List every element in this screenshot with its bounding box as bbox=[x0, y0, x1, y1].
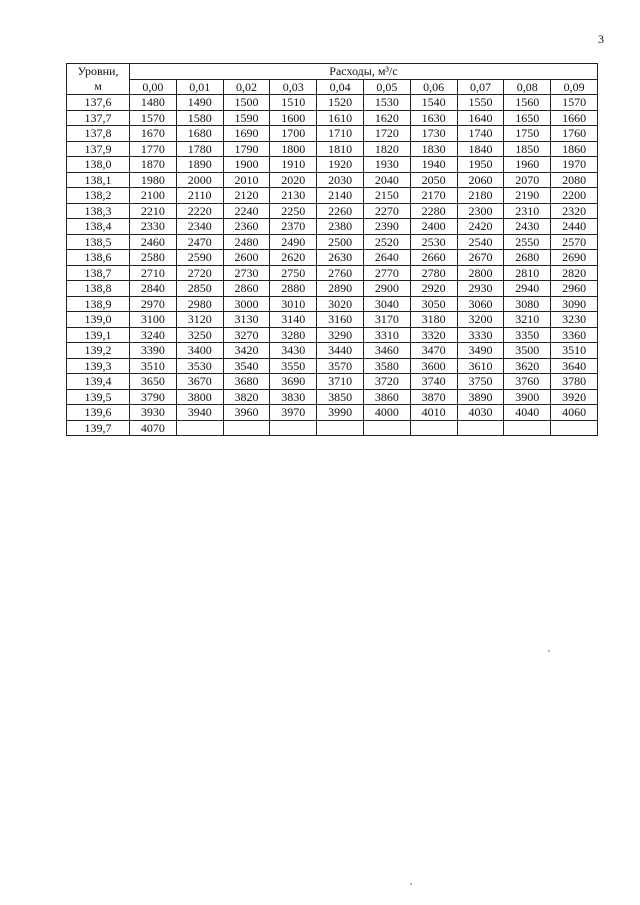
level-cell: 139,6 bbox=[67, 405, 130, 421]
level-cell: 138,1 bbox=[67, 172, 130, 188]
discharge-cell: 1870 bbox=[130, 157, 177, 173]
flow-increment-header: 0,03 bbox=[270, 79, 317, 95]
discharge-cell: 1710 bbox=[317, 126, 364, 142]
discharge-cell: 2710 bbox=[130, 265, 177, 281]
level-cell: 139,1 bbox=[67, 327, 130, 343]
scan-speck bbox=[548, 650, 550, 652]
discharge-cell: 2980 bbox=[176, 296, 223, 312]
discharge-cell: 3250 bbox=[176, 327, 223, 343]
discharge-cell: 2820 bbox=[551, 265, 598, 281]
discharge-cell: 2500 bbox=[317, 234, 364, 250]
flow-increment-header: 0,01 bbox=[176, 79, 223, 95]
discharge-cell: 2720 bbox=[176, 265, 223, 281]
level-cell: 138,7 bbox=[67, 265, 130, 281]
discharge-cell: 3270 bbox=[223, 327, 270, 343]
discharge-cell: 2310 bbox=[504, 203, 551, 219]
discharge-cell: 1610 bbox=[317, 110, 364, 126]
discharge-cell: 1500 bbox=[223, 95, 270, 111]
discharge-cell: 2200 bbox=[551, 188, 598, 204]
discharge-cell: 3970 bbox=[270, 405, 317, 421]
discharge-cell: 3600 bbox=[410, 358, 457, 374]
discharge-cell: 1970 bbox=[551, 157, 598, 173]
level-cell: 139,4 bbox=[67, 374, 130, 390]
discharge-cell: 3120 bbox=[176, 312, 223, 328]
discharge-cell: 3740 bbox=[410, 374, 457, 390]
discharge-cell: 2590 bbox=[176, 250, 223, 266]
discharge-cell: 3990 bbox=[317, 405, 364, 421]
discharge-cell: 3280 bbox=[270, 327, 317, 343]
discharge-cell: 3400 bbox=[176, 343, 223, 359]
discharge-cell: 3620 bbox=[504, 358, 551, 374]
discharge-cell: 1570 bbox=[130, 110, 177, 126]
discharge-cell: 3900 bbox=[504, 389, 551, 405]
flow-column-header: Расходы, м³/с bbox=[130, 64, 598, 80]
discharge-cell: 1590 bbox=[223, 110, 270, 126]
discharge-cell bbox=[363, 420, 410, 436]
discharge-cell: 2600 bbox=[223, 250, 270, 266]
discharge-cell: 2250 bbox=[270, 203, 317, 219]
level-cell: 139,2 bbox=[67, 343, 130, 359]
table-row bbox=[67, 250, 598, 266]
discharge-cell bbox=[457, 420, 504, 436]
discharge-cell: 1660 bbox=[551, 110, 598, 126]
table-row bbox=[67, 219, 598, 235]
table-row bbox=[67, 312, 598, 328]
discharge-cell: 2270 bbox=[363, 203, 410, 219]
discharge-cell: 1780 bbox=[176, 141, 223, 157]
discharge-cell: 3830 bbox=[270, 389, 317, 405]
table-row bbox=[67, 343, 598, 359]
discharge-cell: 4060 bbox=[551, 405, 598, 421]
discharge-cell: 3330 bbox=[457, 327, 504, 343]
discharge-cell: 2680 bbox=[504, 250, 551, 266]
table-row bbox=[67, 126, 598, 142]
discharge-cell: 4000 bbox=[363, 405, 410, 421]
discharge-cell: 3510 bbox=[130, 358, 177, 374]
discharge-cell: 2400 bbox=[410, 219, 457, 235]
discharge-cell: 3170 bbox=[363, 312, 410, 328]
discharge-cell: 1560 bbox=[504, 95, 551, 111]
level-cell: 137,6 bbox=[67, 95, 130, 111]
level-cell: 138,4 bbox=[67, 219, 130, 235]
discharge-cell: 1790 bbox=[223, 141, 270, 157]
discharge-cell bbox=[317, 420, 364, 436]
discharge-cell: 2540 bbox=[457, 234, 504, 250]
discharge-cell: 3720 bbox=[363, 374, 410, 390]
discharge-cell: 2030 bbox=[317, 172, 364, 188]
discharge-cell: 2640 bbox=[363, 250, 410, 266]
discharge-cell: 1720 bbox=[363, 126, 410, 142]
discharge-cell: 2390 bbox=[363, 219, 410, 235]
discharge-cell: 3610 bbox=[457, 358, 504, 374]
discharge-cell: 3460 bbox=[363, 343, 410, 359]
discharge-cell: 3530 bbox=[176, 358, 223, 374]
discharge-cell: 2690 bbox=[551, 250, 598, 266]
level-cell: 138,9 bbox=[67, 296, 130, 312]
discharge-cell: 1670 bbox=[130, 126, 177, 142]
discharge-cell: 1650 bbox=[504, 110, 551, 126]
discharge-cell: 2760 bbox=[317, 265, 364, 281]
discharge-cell: 2120 bbox=[223, 188, 270, 204]
discharge-cell: 2150 bbox=[363, 188, 410, 204]
discharge-cell: 1820 bbox=[363, 141, 410, 157]
discharge-cell: 4040 bbox=[504, 405, 551, 421]
discharge-cell: 3710 bbox=[317, 374, 364, 390]
discharge-cell: 3470 bbox=[410, 343, 457, 359]
discharge-cell: 3360 bbox=[551, 327, 598, 343]
discharge-cell: 1860 bbox=[551, 141, 598, 157]
page-number: 3 bbox=[598, 32, 604, 46]
discharge-cell: 2890 bbox=[317, 281, 364, 297]
discharge-cell bbox=[223, 420, 270, 436]
scan-speck bbox=[410, 883, 412, 885]
level-cell: 139,5 bbox=[67, 389, 130, 405]
discharge-cell: 3000 bbox=[223, 296, 270, 312]
flow-increment-header: 0,06 bbox=[410, 79, 457, 95]
discharge-cell: 2580 bbox=[130, 250, 177, 266]
level-cell: 137,9 bbox=[67, 141, 130, 157]
flow-increment-header: 0,05 bbox=[363, 79, 410, 95]
discharge-cell: 3780 bbox=[551, 374, 598, 390]
discharge-cell: 3860 bbox=[363, 389, 410, 405]
discharge-cell: 3800 bbox=[176, 389, 223, 405]
discharge-cell: 2210 bbox=[130, 203, 177, 219]
discharge-cell: 2020 bbox=[270, 172, 317, 188]
discharge-cell bbox=[270, 420, 317, 436]
level-cell: 138,0 bbox=[67, 157, 130, 173]
discharge-cell: 3570 bbox=[317, 358, 364, 374]
discharge-cell: 4030 bbox=[457, 405, 504, 421]
discharge-cell bbox=[410, 420, 457, 436]
discharge-cell: 3850 bbox=[317, 389, 364, 405]
discharge-cell: 1620 bbox=[363, 110, 410, 126]
discharge-cell: 2130 bbox=[270, 188, 317, 204]
discharge-cell: 3080 bbox=[504, 296, 551, 312]
level-cell: 139,7 bbox=[67, 420, 130, 436]
discharge-cell: 2480 bbox=[223, 234, 270, 250]
discharge-cell: 2420 bbox=[457, 219, 504, 235]
discharge-cell: 3670 bbox=[176, 374, 223, 390]
discharge-cell: 2550 bbox=[504, 234, 551, 250]
table-row bbox=[67, 265, 598, 281]
discharge-cell: 3430 bbox=[270, 343, 317, 359]
table-body bbox=[67, 95, 598, 436]
discharge-cell bbox=[551, 420, 598, 436]
discharge-cell: 3310 bbox=[363, 327, 410, 343]
discharge-cell: 2170 bbox=[410, 188, 457, 204]
level-header-label: Уровни, bbox=[77, 64, 119, 78]
discharge-cell: 1580 bbox=[176, 110, 223, 126]
discharge-cell: 4070 bbox=[130, 420, 177, 436]
table-row bbox=[67, 374, 598, 390]
level-header-unit: м bbox=[94, 79, 102, 93]
discharge-cell: 2520 bbox=[363, 234, 410, 250]
discharge-cell: 1510 bbox=[270, 95, 317, 111]
discharge-cell: 1960 bbox=[504, 157, 551, 173]
discharge-cell: 2080 bbox=[551, 172, 598, 188]
discharge-cell: 2060 bbox=[457, 172, 504, 188]
discharge-cell: 3930 bbox=[130, 405, 177, 421]
discharge-cell: 1600 bbox=[270, 110, 317, 126]
table-row bbox=[67, 95, 598, 111]
discharge-cell: 4010 bbox=[410, 405, 457, 421]
discharge-cell: 3640 bbox=[551, 358, 598, 374]
discharge-cell: 1520 bbox=[317, 95, 364, 111]
flow-increment-header-row bbox=[67, 79, 598, 95]
level-cell: 138,3 bbox=[67, 203, 130, 219]
discharge-cell: 1740 bbox=[457, 126, 504, 142]
level-cell: 139,0 bbox=[67, 312, 130, 328]
discharge-cell: 2440 bbox=[551, 219, 598, 235]
discharge-cell: 2620 bbox=[270, 250, 317, 266]
discharge-cell: 2860 bbox=[223, 281, 270, 297]
table-row bbox=[67, 327, 598, 343]
discharge-cell: 2900 bbox=[363, 281, 410, 297]
discharge-cell: 2070 bbox=[504, 172, 551, 188]
discharge-cell: 2340 bbox=[176, 219, 223, 235]
discharge-cell: 2190 bbox=[504, 188, 551, 204]
discharge-cell: 3690 bbox=[270, 374, 317, 390]
discharge-cell: 2470 bbox=[176, 234, 223, 250]
discharge-cell: 3390 bbox=[130, 343, 177, 359]
discharge-cell: 2000 bbox=[176, 172, 223, 188]
discharge-cell: 1480 bbox=[130, 95, 177, 111]
discharge-cell: 3870 bbox=[410, 389, 457, 405]
discharge-cell: 3090 bbox=[551, 296, 598, 312]
discharge-cell: 3100 bbox=[130, 312, 177, 328]
discharge-cell: 2630 bbox=[317, 250, 364, 266]
discharge-cell: 3230 bbox=[551, 312, 598, 328]
discharge-cell: 2570 bbox=[551, 234, 598, 250]
discharge-cell: 1490 bbox=[176, 95, 223, 111]
discharge-cell: 3500 bbox=[504, 343, 551, 359]
discharge-cell: 1550 bbox=[457, 95, 504, 111]
discharge-cell: 3320 bbox=[410, 327, 457, 343]
discharge-cell: 1540 bbox=[410, 95, 457, 111]
discharge-cell: 3350 bbox=[504, 327, 551, 343]
discharge-cell: 2040 bbox=[363, 172, 410, 188]
discharge-cell: 2840 bbox=[130, 281, 177, 297]
discharge-cell: 2180 bbox=[457, 188, 504, 204]
discharge-cell: 3130 bbox=[223, 312, 270, 328]
table-row bbox=[67, 405, 598, 421]
discharge-cell bbox=[504, 420, 551, 436]
flow-increment-header: 0,02 bbox=[223, 79, 270, 95]
discharge-cell: 1850 bbox=[504, 141, 551, 157]
discharge-cell: 3490 bbox=[457, 343, 504, 359]
discharge-cell: 2110 bbox=[176, 188, 223, 204]
discharge-cell: 2750 bbox=[270, 265, 317, 281]
discharge-cell: 2430 bbox=[504, 219, 551, 235]
discharge-cell: 3060 bbox=[457, 296, 504, 312]
discharge-cell: 1920 bbox=[317, 157, 364, 173]
level-cell: 137,8 bbox=[67, 126, 130, 142]
discharge-cell: 3420 bbox=[223, 343, 270, 359]
flow-increment-header: 0,08 bbox=[504, 79, 551, 95]
discharge-cell: 2530 bbox=[410, 234, 457, 250]
discharge-cell: 1530 bbox=[363, 95, 410, 111]
discharge-cell: 3580 bbox=[363, 358, 410, 374]
discharge-cell: 1770 bbox=[130, 141, 177, 157]
discharge-cell: 1930 bbox=[363, 157, 410, 173]
discharge-cell: 2960 bbox=[551, 281, 598, 297]
table-row bbox=[67, 420, 598, 436]
discharge-cell: 3200 bbox=[457, 312, 504, 328]
discharge-cell: 2460 bbox=[130, 234, 177, 250]
discharge-cell: 3790 bbox=[130, 389, 177, 405]
discharge-cell: 2780 bbox=[410, 265, 457, 281]
discharge-cell: 1570 bbox=[551, 95, 598, 111]
discharge-cell: 2100 bbox=[130, 188, 177, 204]
table-row bbox=[67, 188, 598, 204]
level-cell: 138,6 bbox=[67, 250, 130, 266]
table-row bbox=[67, 296, 598, 312]
discharge-cell: 2240 bbox=[223, 203, 270, 219]
discharge-cell: 2970 bbox=[130, 296, 177, 312]
discharge-cell: 3210 bbox=[504, 312, 551, 328]
discharge-cell: 2920 bbox=[410, 281, 457, 297]
discharge-cell: 3750 bbox=[457, 374, 504, 390]
discharge-cell: 3540 bbox=[223, 358, 270, 374]
discharge-cell: 2360 bbox=[223, 219, 270, 235]
flow-increment-header: 0,09 bbox=[551, 79, 598, 95]
table-row bbox=[67, 141, 598, 157]
discharge-cell: 3680 bbox=[223, 374, 270, 390]
discharge-cell: 1730 bbox=[410, 126, 457, 142]
discharge-cell: 2940 bbox=[504, 281, 551, 297]
table-header-row bbox=[67, 64, 598, 80]
level-column-header bbox=[67, 64, 130, 95]
discharge-cell: 3440 bbox=[317, 343, 364, 359]
discharge-cell: 3650 bbox=[130, 374, 177, 390]
discharge-cell: 2850 bbox=[176, 281, 223, 297]
level-cell: 138,5 bbox=[67, 234, 130, 250]
discharge-cell: 1980 bbox=[130, 172, 177, 188]
discharge-cell: 2220 bbox=[176, 203, 223, 219]
discharge-cell: 1900 bbox=[223, 157, 270, 173]
discharge-cell: 2370 bbox=[270, 219, 317, 235]
discharge-cell: 1690 bbox=[223, 126, 270, 142]
discharge-cell: 1800 bbox=[270, 141, 317, 157]
level-cell: 137,7 bbox=[67, 110, 130, 126]
discharge-cell: 2810 bbox=[504, 265, 551, 281]
level-cell: 138,8 bbox=[67, 281, 130, 297]
discharge-cell: 2320 bbox=[551, 203, 598, 219]
discharge-cell: 3940 bbox=[176, 405, 223, 421]
discharge-cell: 3050 bbox=[410, 296, 457, 312]
discharge-cell: 3920 bbox=[551, 389, 598, 405]
discharge-cell: 3240 bbox=[130, 327, 177, 343]
discharge-cell: 2770 bbox=[363, 265, 410, 281]
table-row bbox=[67, 203, 598, 219]
discharge-cell: 1950 bbox=[457, 157, 504, 173]
discharge-cell: 2880 bbox=[270, 281, 317, 297]
table-row bbox=[67, 110, 598, 126]
table-row bbox=[67, 234, 598, 250]
flow-increment-header: 0,00 bbox=[130, 79, 177, 95]
discharge-cell: 2490 bbox=[270, 234, 317, 250]
discharge-cell: 2930 bbox=[457, 281, 504, 297]
discharge-cell: 1640 bbox=[457, 110, 504, 126]
discharge-cell: 1680 bbox=[176, 126, 223, 142]
level-cell: 138,2 bbox=[67, 188, 130, 204]
discharge-cell: 3550 bbox=[270, 358, 317, 374]
discharge-cell: 2140 bbox=[317, 188, 364, 204]
discharge-cell: 2050 bbox=[410, 172, 457, 188]
flow-increment-header: 0,07 bbox=[457, 79, 504, 95]
discharge-cell: 3960 bbox=[223, 405, 270, 421]
level-cell: 139,3 bbox=[67, 358, 130, 374]
flow-increment-header: 0,04 bbox=[317, 79, 364, 95]
discharge-cell: 2800 bbox=[457, 265, 504, 281]
table-row bbox=[67, 389, 598, 405]
discharge-cell: 1750 bbox=[504, 126, 551, 142]
discharge-cell: 1940 bbox=[410, 157, 457, 173]
discharge-cell: 3510 bbox=[551, 343, 598, 359]
discharge-cell: 2300 bbox=[457, 203, 504, 219]
discharge-cell: 2260 bbox=[317, 203, 364, 219]
discharge-cell: 2380 bbox=[317, 219, 364, 235]
discharge-cell: 1910 bbox=[270, 157, 317, 173]
discharge-cell: 1890 bbox=[176, 157, 223, 173]
discharge-cell: 3140 bbox=[270, 312, 317, 328]
discharge-cell: 1760 bbox=[551, 126, 598, 142]
discharge-cell: 3290 bbox=[317, 327, 364, 343]
discharge-cell: 3160 bbox=[317, 312, 364, 328]
table-row bbox=[67, 172, 598, 188]
discharge-cell: 1630 bbox=[410, 110, 457, 126]
table-row bbox=[67, 157, 598, 173]
discharge-cell: 3010 bbox=[270, 296, 317, 312]
discharge-cell: 3040 bbox=[363, 296, 410, 312]
discharge-cell: 2280 bbox=[410, 203, 457, 219]
table-row bbox=[67, 358, 598, 374]
discharge-cell: 1840 bbox=[457, 141, 504, 157]
discharge-cell: 3180 bbox=[410, 312, 457, 328]
discharge-cell: 2660 bbox=[410, 250, 457, 266]
table-row bbox=[67, 281, 598, 297]
discharge-table bbox=[66, 63, 598, 436]
discharge-cell: 3820 bbox=[223, 389, 270, 405]
discharge-cell: 2730 bbox=[223, 265, 270, 281]
discharge-cell: 1700 bbox=[270, 126, 317, 142]
discharge-cell: 3890 bbox=[457, 389, 504, 405]
discharge-cell: 2670 bbox=[457, 250, 504, 266]
discharge-cell: 3760 bbox=[504, 374, 551, 390]
discharge-cell: 2330 bbox=[130, 219, 177, 235]
discharge-cell: 2010 bbox=[223, 172, 270, 188]
discharge-cell: 1810 bbox=[317, 141, 364, 157]
discharge-cell: 3020 bbox=[317, 296, 364, 312]
discharge-cell: 1830 bbox=[410, 141, 457, 157]
discharge-cell bbox=[176, 420, 223, 436]
